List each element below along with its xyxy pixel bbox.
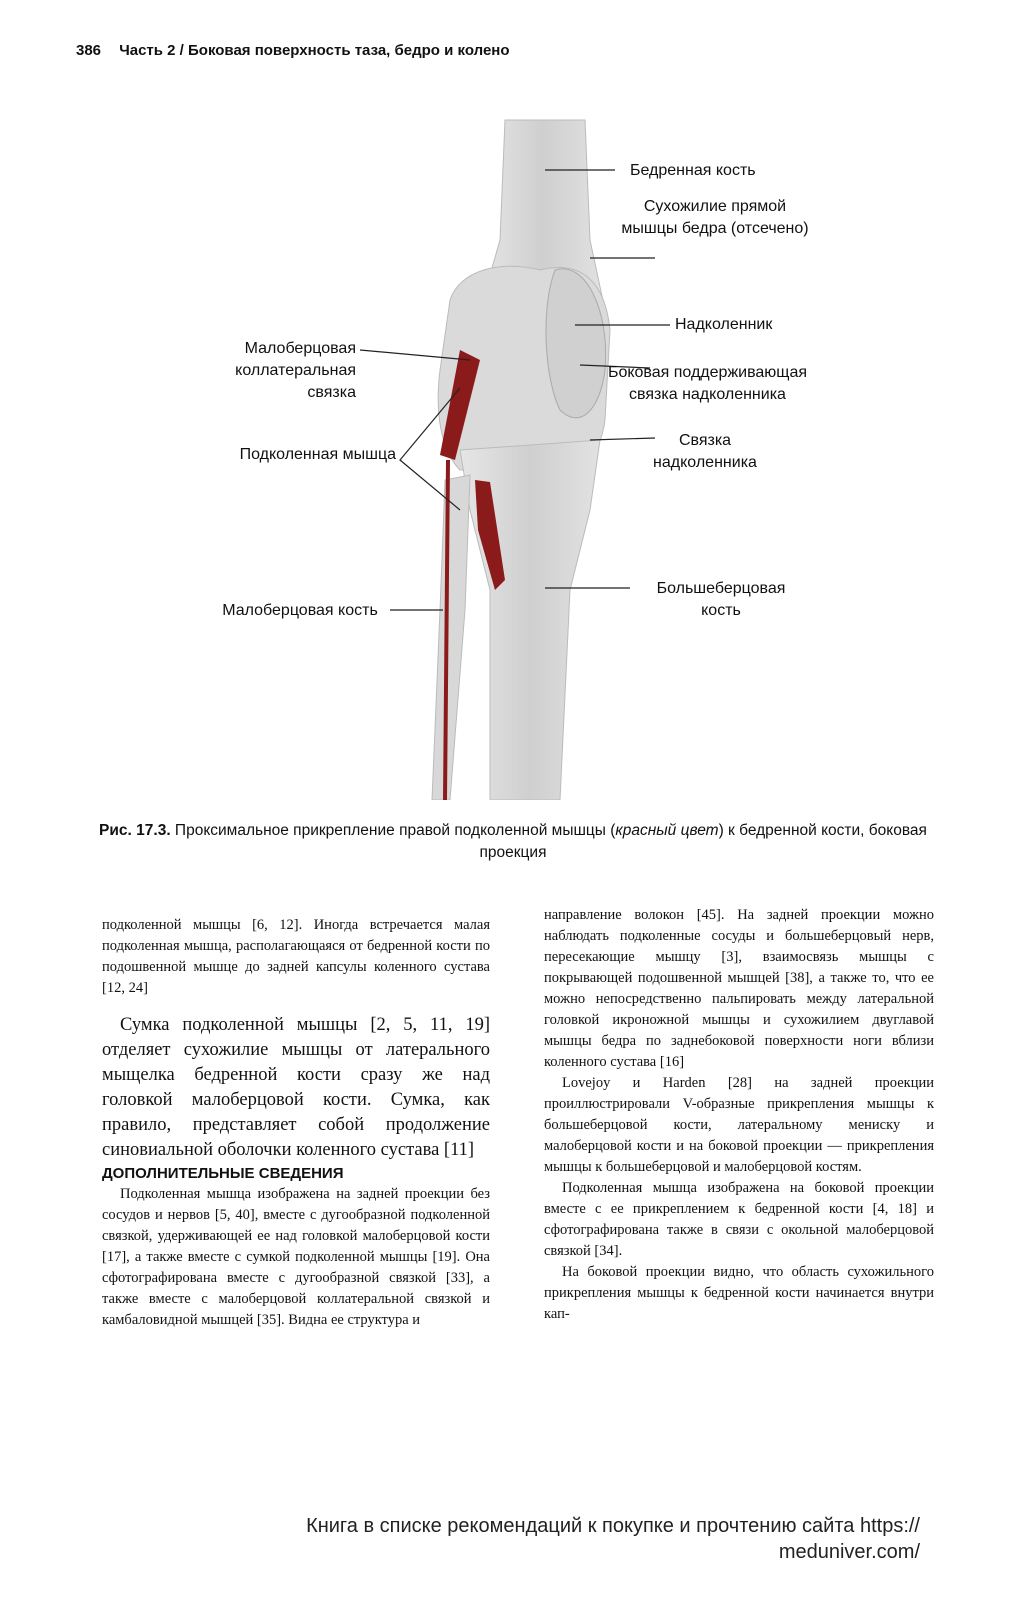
label-lateral-retinaculum: Боковая поддерживающая связка надколенника — [607, 364, 808, 403]
left-paragraph-2: Сумка подколенной мышцы [2, 5, 11, 19] отделяет сухожилие мышцы от латерального мыщелка бедренной кости сразу же над головкой малоберцовой кости. Сумка, как правило, представляет собой продолжение синовиальной оболочки коленного сустава [11] — [102, 1015, 490, 1160]
right-paragraph-4: На боковой проекции видно, что область сухожильного прикрепления мышцы к бедренной кости начинается внутри кап- — [544, 1264, 934, 1322]
label-rectus-tendon: Сухожилие прямой мышцы бедра (отсечено) — [621, 198, 809, 237]
label-tibia: Большеберцовая кость — [656, 580, 786, 619]
right-paragraph-2: Lovejoy и Harden [28] на задней проекции проиллюстрировали V-образные прикрепления мышцы к большеберцовой кости, латеральному мениску и малоберцовой кости и на боковой проекции — прикрепления мышцы к большеберцовой и малоберцовой костям. — [544, 1075, 934, 1175]
left-column — [102, 915, 490, 1331]
running-title: Часть 2 / Боковая поверхность таза, бедро и колено — [119, 42, 510, 59]
knee-illustration — [160, 110, 880, 800]
page-number: 386 — [76, 42, 102, 59]
right-column — [544, 905, 934, 1325]
right-paragraph-1: направление волокон [45]. На задней проекции можно наблюдать подколенные сосуды и большеберцовый нерв, пересекающие мышцу [3], взаимосвязь мышцы с покрывающей подошвенной мышцей [38], а также то, что ее можно непосредственно пальпировать между латеральной головкой икроножной мышцы и сухожилием двуглавой мышцы бедра по заднебоковой поверхности ноги вблизи коленного сустава [16] — [544, 907, 934, 1070]
label-femur: Бедренная кость — [630, 162, 756, 179]
left-paragraph-3: Подколенная мышца изображена на задней проекции без сосудов и нервов [5, 40], вместе с дугообразной подколенной связкой, удерживающей ее над головкой малоберцовой кости [17], а также вместе с сумкой подколенной мышцы [19]. Она сфотографирована вместе с дугообразной связкой [33], а также вместе с малоберцовой коллатеральной связкой и камбаловидной мышцей [35]. Видна ее структура и — [102, 1186, 490, 1328]
caption-text-2: ) к бедренной кости, боковая проекция — [479, 822, 927, 861]
left-paragraph-1: подколенной мышцы [6, 12]. Иногда встречается малая подколенная мышца, располагающаяся от бедренной кости по подошвенной мышце до задней капсулы коленного сустава [12, 24] — [102, 917, 490, 996]
label-patellar-ligament: Связка надколенника — [653, 432, 757, 471]
fibula-shape — [432, 475, 470, 800]
label-patella: Надколенник — [675, 316, 773, 333]
caption-text-1: Проксимальное прикрепление правой подколенной мышцы ( — [170, 822, 616, 839]
caption-prefix: Рис. 17.3. — [99, 822, 171, 839]
label-popliteus: Подколенная мышца — [239, 446, 396, 463]
right-paragraph-3: Подколенная мышца изображена на боковой проекции вместе с ее прикреплением к бедренной кости [4, 18] и сфотографирована также в связи с окольной малоберцовой связкой [34]. — [544, 1180, 934, 1259]
page-header — [76, 42, 510, 59]
label-fibular-collateral: Малоберцовая коллатеральная связка — [235, 340, 356, 401]
caption-emph: красный цвет — [615, 822, 719, 839]
label-fibula: Малоберцовая кость — [222, 602, 378, 619]
footer-watermark: Книга в списке рекомендаций к покупке и прочтению сайта https:// meduniver.com/ — [306, 1515, 920, 1563]
section-heading: ДОПОЛНИТЕЛЬНЫЕ СВЕДЕНИЯ — [102, 1165, 344, 1182]
figure-caption — [78, 820, 948, 864]
